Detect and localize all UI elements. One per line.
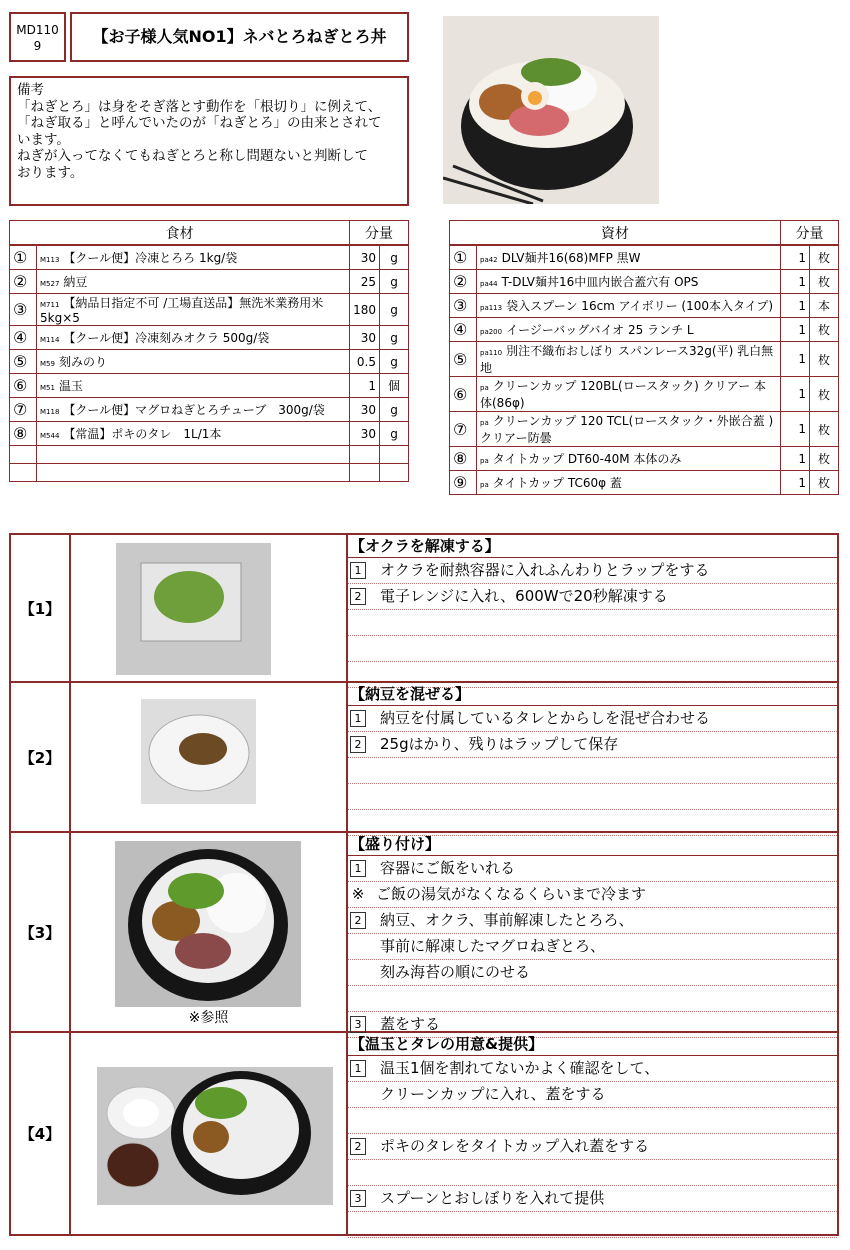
step-instruction: [348, 1134, 837, 1160]
instruction-text: クリーンカップに入れ、蓋をする: [380, 1085, 606, 1103]
step-number-box: 1: [350, 710, 366, 727]
row-number: ⑤: [450, 342, 477, 377]
step-instruction: [348, 986, 837, 1012]
materials-header-qty: 分量: [781, 221, 839, 246]
instruction-text: 25gはかり、残りはラップして保存: [380, 735, 619, 753]
empty-cell: [10, 464, 37, 482]
step-label: 【4】: [11, 1033, 71, 1234]
step-number-box: 2: [350, 912, 366, 929]
materials-table: [449, 220, 839, 495]
step-number-box: 3: [350, 1190, 366, 1207]
row-name-cell: [477, 377, 781, 412]
item-quantity: 1: [781, 318, 810, 342]
step-number-box: 3: [350, 1016, 366, 1033]
materials-row: [450, 245, 839, 270]
step-instruction: [348, 856, 837, 882]
item-code: pa: [480, 419, 489, 427]
instruction-text: ポキのタレをタイトカップ入れ蓋をする: [380, 1137, 650, 1155]
item-code: pa: [480, 384, 489, 392]
step-instruction: [348, 1212, 837, 1238]
step-number-box: [350, 814, 366, 831]
item-quantity: 1: [350, 374, 380, 398]
step-instruction: [348, 558, 837, 584]
item-quantity: 30: [350, 422, 380, 446]
item-name: 刻みのり: [58, 355, 107, 369]
item-quantity: 180: [350, 294, 380, 326]
item-unit: 枚: [810, 342, 839, 377]
item-unit: g: [380, 270, 409, 294]
step-number-box: [350, 788, 366, 805]
item-unit: 個: [380, 374, 409, 398]
item-unit: g: [380, 350, 409, 374]
materials-row: [450, 318, 839, 342]
notes-box: [9, 76, 409, 206]
row-name-cell: [37, 350, 350, 374]
step-instruction: [348, 1108, 837, 1134]
step-3: [9, 833, 839, 1033]
ingredients-row: [10, 374, 409, 398]
ingredients-row: [10, 398, 409, 422]
ingredients-row: [10, 245, 409, 270]
item-code: M711: [40, 301, 60, 309]
item-unit: g: [380, 245, 409, 270]
step-2: [9, 683, 839, 833]
row-name-cell: [37, 270, 350, 294]
empty-cell: [380, 446, 409, 464]
item-name: 【クール便】マグロねぎとろチューブ 300g/袋: [63, 403, 325, 417]
instruction-text: 容器にご飯をいれる: [380, 859, 516, 877]
instruction-text: 事前に解凍したマグロねぎとろ、: [380, 937, 606, 955]
instruction-text: 刻み海苔の順にのせる: [380, 963, 531, 981]
instruction-text: 電子レンジに入れ、600Wで20秒解凍する: [380, 587, 668, 605]
item-code: pa: [480, 481, 489, 489]
step-instruction: [348, 882, 837, 908]
step-number-box: [350, 964, 366, 981]
step-1: [9, 533, 839, 683]
item-code: pa113: [480, 304, 503, 312]
step-number-box: [350, 938, 366, 955]
ingredients-header-qty: 分量: [350, 221, 409, 246]
materials-row: [450, 447, 839, 471]
row-name-cell: [477, 471, 781, 495]
step-number-box: [350, 1216, 366, 1233]
ingredients-row: [10, 294, 409, 326]
item-name: クリーンカップ 120BL(ロースタック) クリアー 本体(86φ): [480, 379, 767, 410]
item-quantity: 1: [781, 377, 810, 412]
ingredients-row: [10, 326, 409, 350]
step-instruction: [348, 908, 837, 934]
step-number-box: [350, 666, 366, 683]
step-label: 【2】: [11, 683, 71, 831]
row-number: ①: [10, 245, 37, 270]
step-text: [348, 833, 837, 1031]
step-instruction: [348, 584, 837, 610]
item-code: M118: [40, 408, 60, 416]
row-number: ⑦: [450, 412, 477, 447]
recipe-code: [9, 12, 66, 62]
item-unit: 枚: [810, 447, 839, 471]
step-number-box: [350, 1086, 366, 1103]
step-photo: [71, 833, 348, 1031]
row-name-cell: [477, 245, 781, 270]
row-number: ③: [10, 294, 37, 326]
notes-heading: 備考: [17, 82, 44, 98]
row-name-cell: [477, 270, 781, 294]
procedure-steps: [9, 533, 839, 1236]
row-number: ⑧: [10, 422, 37, 446]
step-number-box: 1: [350, 860, 366, 877]
materials-row: [450, 270, 839, 294]
empty-cell: [350, 446, 380, 464]
row-number: ①: [450, 245, 477, 270]
row-name-cell: [477, 342, 781, 377]
step-label: 【1】: [11, 535, 71, 681]
note-mark: ※: [351, 885, 365, 903]
step-instruction: [348, 732, 837, 758]
step-heading: 【オクラを解凍する】: [348, 535, 837, 558]
item-code: pa200: [480, 328, 503, 336]
materials-header-name: 資材: [450, 221, 781, 246]
step-number-box: [350, 1164, 366, 1181]
item-quantity: 30: [350, 398, 380, 422]
instruction-text: 蓋をする: [380, 1015, 441, 1033]
row-name-cell: [37, 294, 350, 326]
item-name: タイトカップ DT60-40M 本体のみ: [492, 452, 682, 466]
item-unit: 枚: [810, 270, 839, 294]
item-quantity: 1: [781, 447, 810, 471]
step-instruction: [348, 1186, 837, 1212]
instruction-text: 納豆を付属しているタレとからしを混ぜ合わせる: [380, 709, 711, 727]
step-number-box: [350, 1112, 366, 1129]
row-number: ⑦: [10, 398, 37, 422]
recipe-code-text: MD110 9: [16, 23, 59, 53]
row-name-cell: [37, 326, 350, 350]
instruction-text: ご飯の湯気がなくなるくらいまで冷ます: [376, 885, 647, 903]
item-quantity: 1: [781, 471, 810, 495]
step-instruction: [348, 1082, 837, 1108]
item-unit: 枚: [810, 412, 839, 447]
item-quantity: 1: [781, 342, 810, 377]
item-name: 別注不織布おしぼり スパンレース32g(平) 乳白無地: [480, 344, 774, 375]
item-quantity: 1: [781, 294, 810, 318]
notes-line: います。: [17, 131, 70, 148]
item-code: pa110: [480, 349, 503, 357]
item-unit: g: [380, 294, 409, 326]
step-number-box: 2: [350, 1138, 366, 1155]
item-quantity: 1: [781, 270, 810, 294]
item-unit: 枚: [810, 245, 839, 270]
ingredients-empty-row: [10, 464, 409, 482]
step-heading: 【納豆を混ぜる】: [348, 683, 837, 706]
item-quantity: 1: [781, 245, 810, 270]
item-name: 【常温】ポキのタレ 1L/1本: [63, 427, 222, 441]
row-name-cell: [477, 294, 781, 318]
empty-cell: [380, 464, 409, 482]
reference-note: ※参照: [188, 1010, 229, 1026]
step-photo: [71, 1033, 348, 1234]
empty-cell: [350, 464, 380, 482]
row-name-cell: [37, 398, 350, 422]
item-code: M51: [40, 384, 55, 392]
instruction-text: スプーンとおしぼりを入れて提供: [380, 1189, 605, 1207]
step-number-box: [350, 614, 366, 631]
notes-line: おります。: [17, 164, 84, 181]
row-name-cell: [37, 422, 350, 446]
item-name: イージーバッグバイオ 25 ランチ L: [506, 323, 694, 337]
item-unit: g: [380, 422, 409, 446]
step-instruction: [348, 636, 837, 662]
ingredients-table: [9, 220, 409, 482]
item-name: T-DLV麺丼16中皿内嵌合蓋穴有 OPS: [501, 275, 699, 289]
step-photo: [71, 535, 348, 681]
item-name: 納豆: [63, 275, 88, 289]
item-unit: 枚: [810, 471, 839, 495]
item-unit: 枚: [810, 318, 839, 342]
step-text: [348, 1033, 837, 1234]
row-number: ⑤: [10, 350, 37, 374]
item-name: DLV麺丼16(68)MFP 黒W: [501, 251, 641, 265]
row-name-cell: [477, 318, 781, 342]
item-code: M113: [40, 256, 60, 264]
step-text: [348, 683, 837, 831]
row-number: ⑥: [450, 377, 477, 412]
step-instruction: [348, 784, 837, 810]
item-code: M527: [40, 280, 60, 288]
step-number-box: [350, 640, 366, 657]
step-photo: [71, 683, 348, 831]
item-quantity: 1: [781, 412, 810, 447]
materials-row: [450, 377, 839, 412]
item-code: pa44: [480, 280, 498, 288]
recipe-title: 【お子様人気NO1】ネバとろねぎとろ丼: [70, 12, 409, 62]
item-quantity: 30: [350, 245, 380, 270]
step-text: [348, 535, 837, 681]
item-quantity: 30: [350, 326, 380, 350]
ingredients-row: [10, 422, 409, 446]
materials-row: [450, 294, 839, 318]
materials-row: [450, 471, 839, 495]
step-number-box: 1: [350, 1060, 366, 1077]
ingredients-row: [10, 350, 409, 374]
step-number-box: 2: [350, 736, 366, 753]
item-code: M544: [40, 432, 60, 440]
item-unit: g: [380, 326, 409, 350]
step-instruction: [348, 706, 837, 732]
step-instruction: [348, 934, 837, 960]
item-unit: g: [380, 398, 409, 422]
row-number: ④: [10, 326, 37, 350]
item-code: pa: [480, 457, 489, 465]
instruction-text: オクラを耐熱容器に入れふんわりとラップをする: [380, 561, 710, 579]
item-unit: 本: [810, 294, 839, 318]
item-code: pa42: [480, 256, 498, 264]
item-name: 袋入スプーン 16cm アイボリー (100本入タイプ): [506, 299, 774, 313]
materials-row: [450, 342, 839, 377]
row-name-cell: [477, 412, 781, 447]
step-instruction: [348, 610, 837, 636]
row-number: ⑨: [450, 471, 477, 495]
row-number: ⑧: [450, 447, 477, 471]
step-heading: 【温玉とタレの用意&提供】: [348, 1033, 837, 1056]
item-name: 温玉: [58, 379, 83, 393]
ingredients-empty-row: [10, 446, 409, 464]
empty-cell: [10, 446, 37, 464]
row-name-cell: [477, 447, 781, 471]
notes-line: 「ねぎ取る」と呼んでいたのが「ねぎとろ」の由来とされて: [17, 115, 382, 131]
empty-cell: [37, 464, 350, 482]
step-number-box: [350, 762, 366, 779]
notes-line: ねぎが入ってなくてもねぎとろと称し問題ないと判断して: [17, 148, 368, 164]
dish-photo: [443, 16, 659, 204]
item-name: クリーンカップ 120 TCL(ロースタック・外嵌合蓋 ) クリアー防曇: [480, 414, 774, 445]
step-number-box: 2: [350, 588, 366, 605]
instruction-text: 温玉1個を割れてないかよく確認をして、: [380, 1059, 660, 1077]
item-name: 【クール便】冷凍とろろ 1kg/袋: [63, 251, 238, 265]
item-quantity: 25: [350, 270, 380, 294]
step-number-box: 1: [350, 562, 366, 579]
step-4: [9, 1033, 839, 1236]
instruction-text: 納豆、オクラ、事前解凍したとろろ、: [380, 911, 634, 929]
row-number: ②: [450, 270, 477, 294]
item-name: タイトカップ TC60φ 蓋: [492, 476, 622, 490]
item-code: M59: [40, 360, 55, 368]
row-number: ④: [450, 318, 477, 342]
notes-line: 「ねぎとろ」は身をそぎ落とす動作を「根切り」に例えて、: [17, 98, 382, 115]
step-instruction: [348, 1056, 837, 1082]
ingredients-row: [10, 270, 409, 294]
item-code: M114: [40, 336, 60, 344]
row-number: ②: [10, 270, 37, 294]
step-number-box: [350, 990, 366, 1007]
empty-cell: [37, 446, 350, 464]
materials-row: [450, 412, 839, 447]
step-instruction: [348, 1160, 837, 1186]
item-name: 【納品日指定不可 /工場直送品】無洗米業務用米5kg×5: [40, 296, 324, 325]
step-heading: 【盛り付け】: [348, 833, 837, 856]
ingredients-header-name: 食材: [10, 221, 350, 246]
row-number: ③: [450, 294, 477, 318]
row-name-cell: [37, 245, 350, 270]
row-name-cell: [37, 374, 350, 398]
item-name: 【クール便】冷凍刻みオクラ 500g/袋: [63, 331, 270, 345]
item-quantity: 0.5: [350, 350, 380, 374]
row-number: ⑥: [10, 374, 37, 398]
step-instruction: [348, 960, 837, 986]
step-instruction: [348, 758, 837, 784]
item-unit: 枚: [810, 377, 839, 412]
step-label: 【3】: [11, 833, 71, 1031]
